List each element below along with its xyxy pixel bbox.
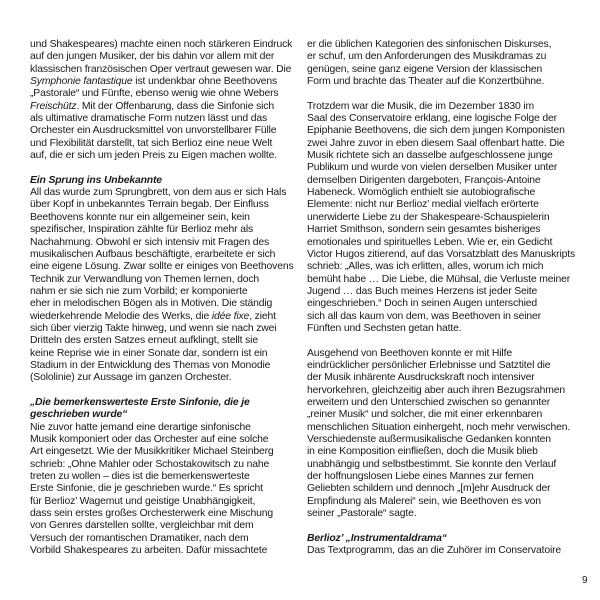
text-line: unabhängig und selbstbestimmt. Sie konnte den Verlauf [307, 458, 557, 470]
text-line: er die üblichen Kategorien des sinfonischen Diskurses, [307, 39, 552, 50]
text-line: Nachahmung. Obwohl er sich intensiv mit Fragen des [30, 236, 270, 248]
text-line: Form und brachte das Theater auf die Konzertbühne. [307, 76, 545, 88]
text-line: Victor Hugos zitierend, auf das Vorsatzblatt des Manuskripts [307, 248, 576, 260]
text-line: Publikum und wurde von vielen derselben Musiker unter [307, 162, 558, 174]
text-line: erweitern und den Unterschied zwischen so genannter [307, 396, 551, 408]
text-line: „Pastorale“ und Fünfte, ebenso wenig wie ohne Webers [30, 88, 279, 100]
work-title: Freischütz [30, 100, 77, 112]
text-line: Stadium in der Entwicklung des Themas von Monodie [30, 359, 271, 371]
text-line: spezifischer, Inspiration zählte für Berlioz mehr als [30, 224, 254, 236]
text-line: Dritteln des ersten Satzes erneut aufklingt, stellt sie [30, 335, 258, 347]
text-line [30, 76, 292, 88]
text-line: Nie zuvor hatte jemand eine derartige sinfonische [30, 421, 251, 433]
text-line: Empfindung als Malerei“ sein, wie Beethoven es von [307, 495, 541, 507]
text-line: eine eigene Lösung. Zwar sollte er einiges von Beethovens [30, 261, 294, 273]
text-line: bemüht habe … Die Liebe, die Mühsal, die Verluste meiner [307, 273, 571, 285]
text-line [30, 101, 292, 113]
paragraph-textprogramm [307, 545, 575, 557]
text-line: dass sein erstes großes Orchesterwerk eine Mischung [30, 508, 273, 520]
text-line: menschlichen Situation einhergeht, noch mehr verwischen. [307, 421, 571, 433]
text-line: Technik zur Verwandlung von Themen lernen, doch [30, 273, 260, 285]
text-line: musikalischen Aufbaus beschäftigte, erarbeitete er sich [30, 248, 276, 260]
text-line: genügen, seine ganz eigene Version der klassischen [307, 63, 543, 75]
text-line: Fünften und Sechsten getan hatte. [307, 322, 462, 334]
text-line: Saal des Conservatoire erklang, eine logische Folge der [307, 113, 557, 125]
text-line: eingeschrieben.“ Doch in seinen Augen unterschied [307, 298, 538, 310]
paragraph-steinberg [30, 422, 292, 558]
text-line: eindrücklicher persönlicher Erlebnisse und Satztitel die [307, 359, 551, 371]
section-heading: Berlioz’ „Instrumentaldrama“ [307, 532, 447, 544]
term-italic: idée fixe [211, 310, 250, 322]
text-line: klassischen französischen Oper vertraut gewesen war. Die [30, 63, 292, 75]
text-line: seiner „Pastorale“ sagte. [307, 508, 417, 520]
paragraph-ausgehend [307, 348, 575, 521]
text-line [30, 311, 292, 323]
text-line: der hoffnungslosen Liebe eines Mannes zur fernen [307, 471, 534, 483]
page-number: 9 [582, 575, 588, 586]
paragraph-sprung [30, 187, 292, 385]
text-line: Art eingesetzt. Wie der Musikkritiker Michael Steinberg [30, 446, 274, 458]
text-line: Vorbild Shakespeares zu arbeiten. Dafür missachtete [30, 545, 268, 557]
text-line: (Sololinie) zur Aussage im ganzen Orchester. [30, 372, 232, 384]
text-line: auf den jungen Musiker, der bis dahin vor allem mit der [30, 51, 275, 63]
text-line: sich all das kaum von dem, was Beethoven in seiner [307, 310, 541, 322]
paragraph-continuation [307, 39, 575, 88]
text-line: Trotzdem war die Musik, die im Dezember 1830 im [307, 100, 535, 112]
text-line: unerwiderte Liebe zu der Shakespeare-Schauspielerin [307, 211, 550, 223]
text-line: Beethovens konnte nur ein allgemeiner sein, kein [30, 211, 250, 223]
text-line: nahm er sie sich nie zum Vorbild; er komponierte [30, 285, 248, 297]
paragraph-trotzdem [307, 101, 575, 336]
text-line: Habeneck. Womöglich enthielt sie autobiografische [307, 187, 536, 199]
text-line: zwei Jahre zuvor in eben diesem Saal offenbart hatte. Die [307, 137, 565, 149]
text-line: als ultimative dramatische Form nutzen lässt und das [30, 113, 268, 125]
text-line: Erste Sinfonie, die je geschrieben wurde.“ Es spricht [30, 483, 263, 495]
text-line: er schuf, um den Anforderungen des Musikdramas zu [307, 51, 547, 63]
text-run: . Mit der Offenbarung, dass die Sinfonie sich [76, 100, 274, 112]
text-run: ist undenkbar ohne Beethovens [132, 76, 278, 88]
text-line: und Flexibilität darstellt, tat sich Berlioz eine neue Welt [30, 137, 273, 149]
text-line: Ausgehend von Beethoven konnte er mit Hilfe [307, 347, 512, 359]
text-line: Musik komponiert oder das Orchester auf eine solche [30, 434, 269, 445]
text-line: über Kopf in unbekanntes Terrain begab. Der Einfluss [30, 199, 269, 211]
text-line: All das wurde zum Sprungbrett, von dem aus er sich Hals [30, 187, 287, 199]
text-line: emotionales und spirituelles Leben. Wie er, ein Gedicht [307, 236, 553, 248]
left-column [30, 39, 292, 557]
text-line: eher in melodischen Bögen als in Motiven. Die ständig [30, 298, 273, 310]
text-line: für Berlioz’ Wagemut und geistige Unabhängigkeit, [30, 495, 256, 507]
text-line: auf, die er sich um jeden Preis zu Eigen machen wollte. [30, 150, 278, 162]
text-line: Musik richtete sich an dasselbe aufgeschlossene junge [307, 150, 553, 162]
text-line: sich über vierzig Takte hinweg, und wenn sie nach zwei [30, 322, 277, 334]
text-line: treten zu wollen – dies ist die bemerkenswerteste [30, 471, 250, 483]
section-heading: „Die bemerkenswerteste Erste Sinfonie, die je [30, 396, 250, 408]
text-line: Versuch der romantischen Dramatiker, nach dem [30, 532, 249, 544]
text-line: Jugend … das Buch meines Herzens ist jeder Seite [307, 285, 538, 297]
text-line: Epiphanie Beethovens, die sich dem jungen Komponisten [307, 125, 565, 137]
text-line: Harriet Smithson, sondern sein gesamtes bisheriges [307, 224, 541, 236]
text-line: Das Textprogramm, das an die Zuhörer im Conservatoire [307, 545, 562, 557]
text-run: , zieht [249, 310, 276, 322]
text-line: und Shakespeares) machte einen noch stärkeren Eindruck [30, 39, 293, 50]
section-heading: geschrieben wurde“ [30, 409, 128, 421]
text-line: schrieb: „Ohne Mahler oder Schostakowitsch zu nahe [30, 458, 270, 470]
text-line: keine Reprise wie in einer Sonate dar, sondern ist ein [30, 347, 268, 359]
text-line: schrieb: „Alles, was ich erlitten, alles, worum ich mich [307, 261, 544, 273]
text-line: Verschiedenste außermusikalische Gedanken konnten [307, 434, 551, 445]
paragraph-intro [30, 39, 292, 162]
work-title: Symphonie fantastique [30, 76, 133, 88]
text-line: in eine Komposition einfließen, doch die Musik blieb [307, 446, 538, 458]
right-column [307, 39, 575, 557]
text-line: demselben Dirigenten dargeboten, François-Antoine [307, 174, 541, 186]
text-run: wiederkehrende Melodie des Werks, die [30, 310, 212, 322]
text-line: hervorkehren, gleichzeitig aber auch ihren Bezugsrahmen [307, 384, 566, 396]
text-line: von Genres darstellen sollte, vergleichbar mit dem [30, 520, 254, 532]
text-line: Geliebten schildern und dennoch „[m]ehr Ausdruck der [307, 483, 551, 495]
text-line: der Musik inhärente Ausdruckskraft noch intensiver [307, 372, 535, 384]
text-line: Elemente: nicht nur Berlioz’ medial vielfach erörterte [307, 199, 539, 211]
section-heading: Ein Sprung ins Unbekannte [30, 174, 162, 186]
text-line: Orchester ein Ausdrucksmittel von unvorstellbarer Fülle [30, 125, 277, 137]
text-line: „reiner Musik“ und solcher, die mit einer erkennbaren [307, 409, 543, 421]
